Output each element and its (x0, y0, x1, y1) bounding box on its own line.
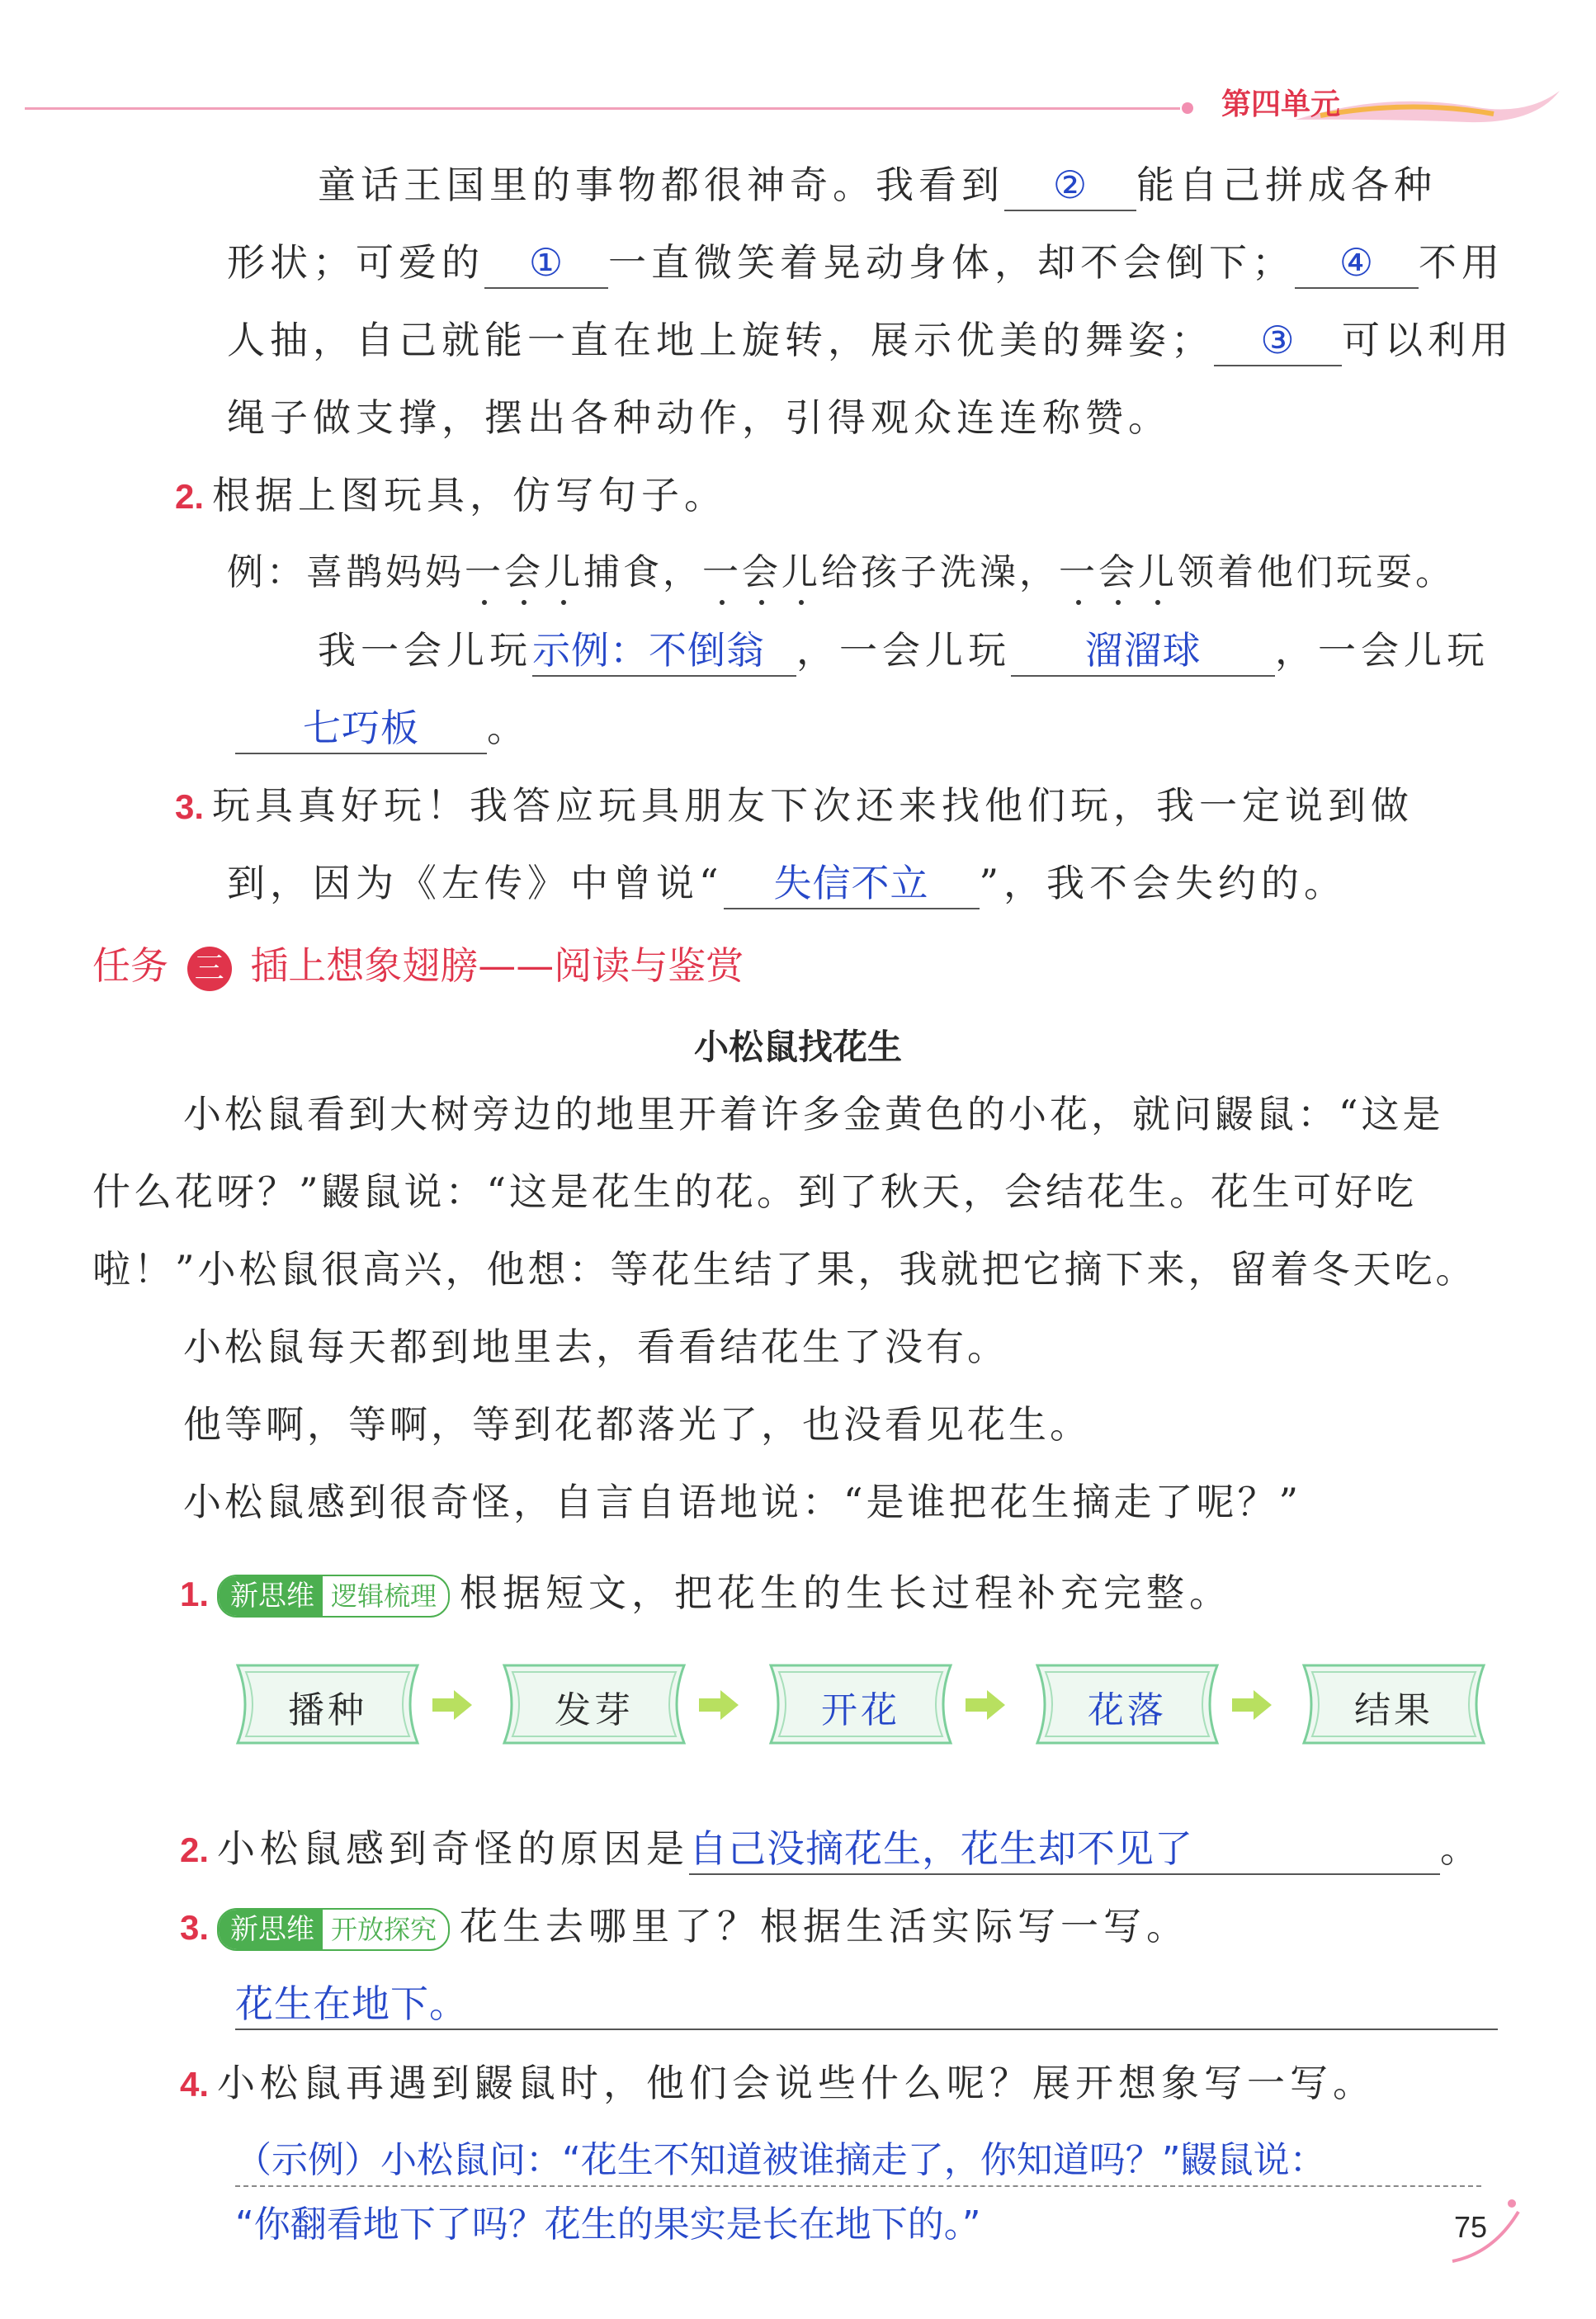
story-line-1: 小松鼠看到大树旁边的地里开着许多金黄色的小花，就问鼹鼠：“这是 (183, 1092, 1444, 1136)
task-badge: 三 (187, 947, 232, 991)
passage-line-3: 人抽，自己就能一直在地上旋转，展示优美的舞姿； ③ 可以利用 (227, 315, 1513, 366)
passage-line-4: 绳子做支撑，摆出各种动作，引得观众连连称赞。 (227, 395, 1171, 440)
new-thinking-tag: 新思维 开放探究 (217, 1908, 450, 1951)
dotted-word: 一会儿 (465, 551, 583, 593)
story-title: 小松鼠找花生 (693, 1027, 902, 1067)
flow-step-box (499, 1659, 689, 1750)
flow-step-label: 结果 (1354, 1689, 1433, 1731)
passage-line-2: 形状；可爱的 ① 一直微笑着晃动身体，却不会倒下； ④ 不用 (227, 238, 1504, 289)
question-3-line-2: 到，因为《左传》中曾说“ 失信不立 ”，我不会失约的。 (227, 858, 1347, 909)
story-line-2: 什么花呀？”鼹鼠说：“这是花生的花。到了秋天，会结花生。花生可好吃 (92, 1169, 1418, 1214)
answer-blank: ② (1004, 160, 1136, 211)
answer-blank: ④ (1295, 238, 1419, 289)
story-line-3: 啦！”小松鼠很高兴，他想：等花生结了果，我就把它摘下来，留着冬天吃。 (92, 1247, 1477, 1292)
flow-step-box (766, 1659, 956, 1750)
question-3: 3. 玩具真好玩！我答应玩具朋友下次还来找他们玩，我一定说到做 (175, 783, 1414, 828)
answer-blank: 溜溜球 (1011, 626, 1275, 677)
flow-arrow-icon (697, 1688, 740, 1722)
question-2: 2. 根据上图玩具，仿写句子。 (175, 473, 728, 517)
flow-arrow-icon (964, 1688, 1007, 1722)
flow-step-label: 开花 (821, 1689, 900, 1731)
story-line-6: 小松鼠感到很奇怪，自言自语地说：“是谁把花生摘走了呢？” (183, 1480, 1302, 1524)
story-line-4: 小松鼠每天都到地里去，看看结花生了没有。 (183, 1325, 1008, 1369)
flow-step-label: 花落 (1088, 1689, 1167, 1731)
dotted-word: 一会儿 (1059, 551, 1178, 593)
flow-step-label: 播种 (288, 1689, 367, 1731)
flow-step-box (233, 1659, 423, 1750)
flow-step-box (1032, 1659, 1222, 1750)
flow-step-label: 发芽 (555, 1689, 634, 1731)
header-rule (25, 107, 1180, 110)
reading-answer-4-line-1: （示例）小松鼠问：“花生不知道被谁摘走了，你知道吗？”鼹鼠说： (235, 2136, 1481, 2187)
flow-arrow-icon (1230, 1688, 1273, 1722)
answer-blank: ③ (1214, 315, 1342, 366)
unit-label: 第四单元 (1221, 87, 1341, 121)
reading-question-3: 3. 新思维 开放探究 花生去哪里了？根据生活实际写一写。 (180, 1901, 1189, 1953)
reading-question-1: 1. 新思维 逻辑梳理 根据短文，把花生的生长过程补充完整。 (180, 1568, 1232, 1619)
page-number: 75 (1454, 2210, 1488, 2244)
example-sentence: 例：喜鹊妈妈一会儿捕食，一会儿给孩子洗澡，一会儿领着他们玩耍。 (227, 551, 1455, 593)
answer-blank: ① (484, 238, 608, 289)
imitation-line-1: 我一会儿玩示例：不倒翁 ，一会儿玩 溜溜球 ，一会儿玩 (318, 626, 1490, 677)
flow-step-box (1299, 1659, 1489, 1750)
reading-answer-3: 花生在地下。 (235, 1979, 1498, 2030)
reading-answer-4-line-2: “你翻看地下了吗？花生的果实是长在地下的。” (235, 2203, 981, 2246)
answer-blank: 七巧板 (235, 703, 487, 754)
answer-blank: 失信不立 (724, 858, 980, 909)
page-corner-decoration (1436, 2187, 1527, 2269)
header-dot (1182, 102, 1193, 114)
passage-line-1: 童话王国里的事物都很神奇。我看到 ② 能自己拼成各种 (318, 160, 1437, 211)
task-heading: 任务 三 插上想象翅膀——阅读与鉴赏 (92, 936, 744, 991)
dotted-word: 一会儿 (702, 551, 821, 593)
imitation-line-2: 七巧板 。 (235, 703, 530, 754)
new-thinking-tag: 新思维 逻辑梳理 (217, 1575, 450, 1618)
story-line-5: 他等啊，等啊，等到花都落光了，也没看见花生。 (183, 1402, 1091, 1447)
answer-blank: 自己没摘花生，花生却不见了 (689, 1824, 1440, 1875)
reading-question-2: 2. 小松鼠感到奇怪的原因是自己没摘花生，花生却不见了 。 (180, 1824, 1483, 1875)
reading-question-4: 4. 小松鼠再遇到鼹鼠时，他们会说些什么呢？展开想象写一写。 (180, 2061, 1376, 2105)
answer-blank: 示例：不倒翁 (532, 626, 796, 677)
flow-arrow-icon (431, 1688, 474, 1722)
